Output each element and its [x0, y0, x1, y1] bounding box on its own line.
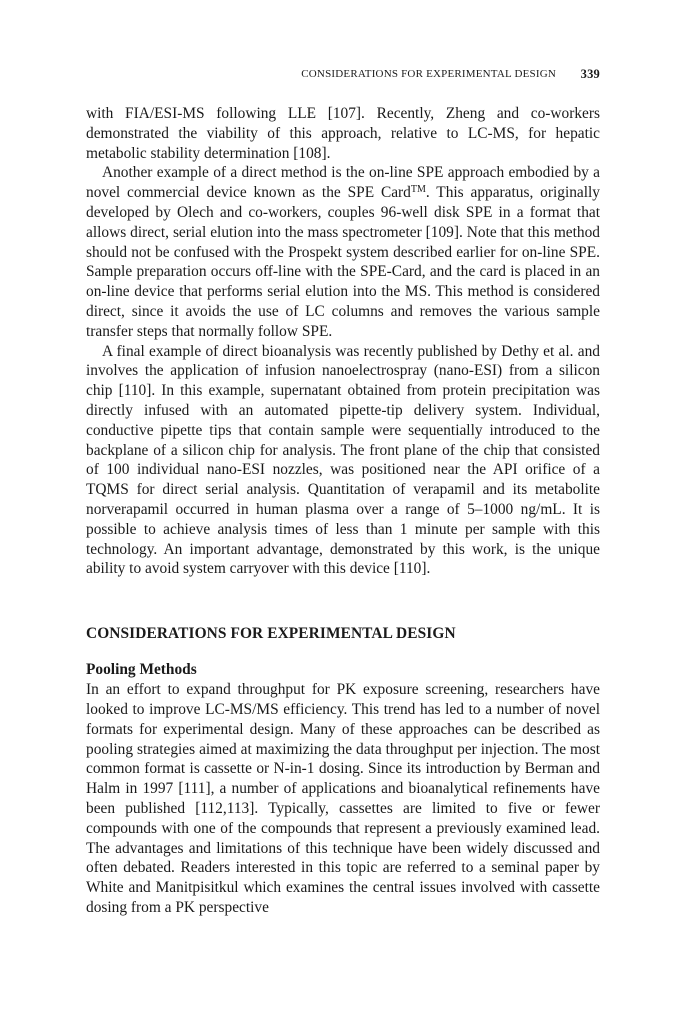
book-page [86, 64, 600, 918]
paragraph-spe-card-text-1: Another example of a direct method is the on-line SPE approach embodied by a novel commercial device known as the SPE Card [86, 164, 600, 202]
paragraph-nano-esi: A final example of direct bioanalysis was recently published by Dethy et al. and involves the application of infusion nanoelectrospray (nano-ESI) from a silicon chip [110]. In this example, supernatant obtained from protein precipitation was directly infused with an automated pipette-tip delivery system. Individual, conductive pipette tips that contain sample were sequentially introduced to the backplane of a silicon chip for analysis. The front plane of the chip that consisted of 100 individual nano-ESI nozzles, was positioned near the API orifice of a TQMS for direct serial analysis. Quantitation of verapamil and its metabolite norverapamil occurred in human plasma over a range of 5–1000 ng/mL. It is possible to achieve analysis times of less than 1 minute per sample with this technology. An important advantage, demonstrated by this work, is the unique ability to avoid system carryover with this device [110]. [86, 342, 600, 578]
body-text [86, 104, 600, 918]
page-number: 339 [580, 67, 600, 81]
trademark-superscript: TM [410, 184, 426, 196]
section-heading: CONSIDERATIONS FOR EXPERIMENTAL DESIGN [86, 625, 456, 643]
paragraph-pooling: In an effort to expand throughput for PK exposure screening, researchers have looked to improve LC-MS/MS efficiency. This trend has led to a number of novel formats for experimental design. Many of these approaches can be described as pooling strategies aimed at maximizing the data throughput per injection. The most common format is cassette or N-in-1 dosing. Since its introduction by Berman and Halm in 1997 [111], a number of applications and bioanalytical refinements have been published [112,113]. Typically, cassettes are limited to five or fewer compounds with one of the compounds that represent a previously examined lead. The advantages and limitations of this technique have been widely discussed and often debated. Readers interested in this topic are referred to a seminal paper by White and Manitpisitkul which examines the central issues involved with cassette dosing from a PK perspective [86, 681, 600, 916]
paragraph-continued: with FIA/ESI-MS following LLE [107]. Recently, Zheng and co-workers demonstrated the viability of this approach, relative to LC-MS, for hepatic metabolic stability determination [108]. [86, 105, 600, 162]
paragraph-spe-card [86, 163, 600, 341]
running-header [86, 64, 600, 84]
paragraph-spe-card-text-2: . This apparatus, originally developed by Olech and co-workers, couples 96-well disk SPE in a format that allows direct, serial elution into the mass spectrometer [109]. Note that this method should not be confused with the Prospekt system described earlier for on-line SPE. Sample preparation occurs off-line with the SPE-Card, and the card is placed in an on-line device that performs serial elution into the MS. This method is considered direct, since it avoids the use of LC columns and removes the various sample transfer steps that normally follow SPE. [86, 184, 600, 340]
running-title: CONSIDERATIONS FOR EXPERIMENTAL DESIGN [301, 68, 556, 80]
subsection-heading: Pooling Methods [86, 661, 197, 679]
